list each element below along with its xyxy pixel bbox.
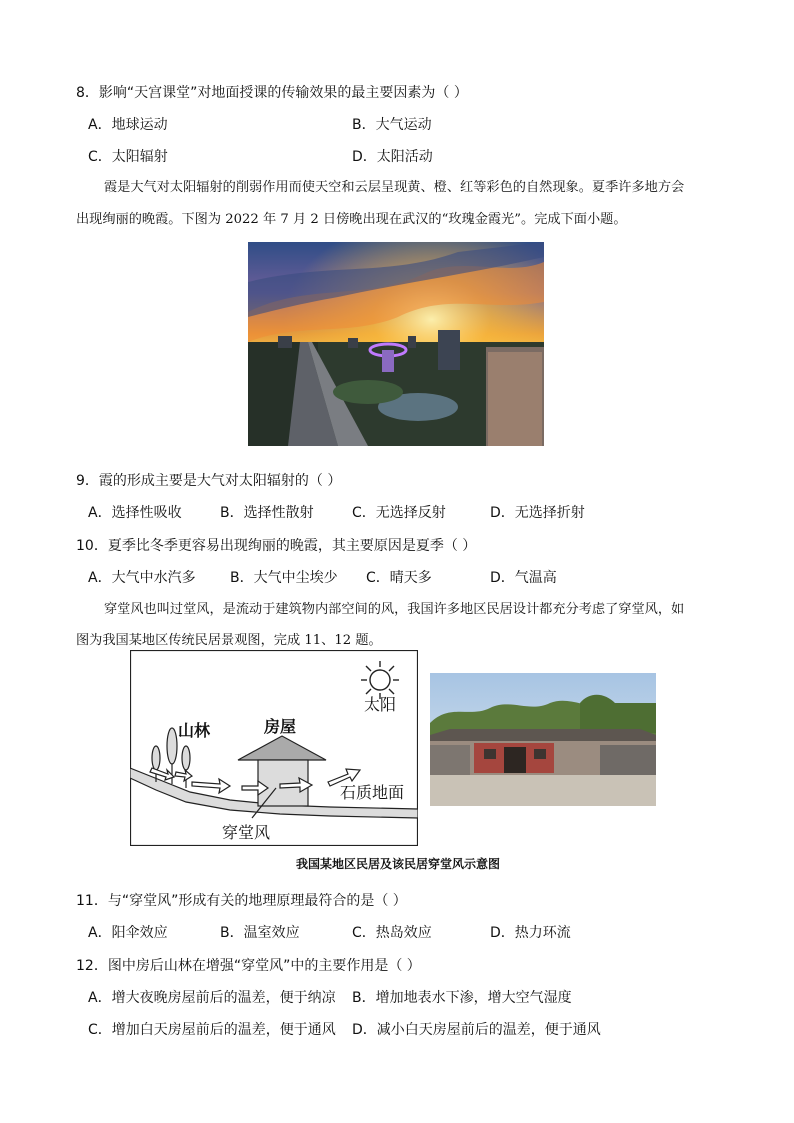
q9-option-c: C．无选择反射	[352, 505, 446, 521]
q9-option-d: D．无选择折射	[490, 505, 585, 521]
house-photo	[430, 673, 656, 806]
wind-diagram	[130, 650, 418, 846]
q12-option-a: A．增大夜晚房屋前后的温差，便于纳凉	[88, 990, 336, 1006]
q12-option-c: C．增加白天房屋前后的温差，便于通风	[88, 1022, 336, 1038]
q11-option-d: D．热力环流	[490, 925, 571, 941]
q10-option-d: D．气温高	[490, 570, 557, 586]
q10-option-b: B．大气中尘埃少	[230, 570, 338, 586]
q12-option-b: B．增加地表水下渗，增大空气湿度	[352, 990, 572, 1006]
passage2-line1: 穿堂风也叫过堂风，是流动于建筑物内部空间的风，我国许多地区民居设计都充分考虑了穿堂风，如	[104, 602, 685, 617]
q10-option-c: C．晴天多	[366, 570, 432, 586]
diagram-caption: 我国某地区民居及该民居穿堂风示意图	[296, 857, 501, 871]
q9-option-a: A．选择性吸收	[88, 505, 182, 521]
q11-stem: 11．与“穿堂风”形成有关的地理原理最符合的是（ ）	[76, 893, 407, 909]
q11-option-a: A．阳伞效应	[88, 925, 168, 941]
ground-label: 石质地面	[340, 783, 405, 802]
q12-option-d: D．减小白天房屋前后的温差，便于通风	[352, 1022, 601, 1038]
q9-option-b: B．选择性散射	[220, 505, 314, 521]
q10-stem: 10．夏季比冬季更容易出现绚丽的晚霞，其主要原因是夏季（ ）	[76, 538, 477, 554]
house-label: 房屋	[264, 717, 297, 736]
sunset-photo	[248, 242, 544, 446]
q12-stem: 12．图中房后山林在增强“穿堂风”中的主要作用是（ ）	[76, 958, 421, 974]
q8-stem: 8．影响“天宫课堂”对地面授课的传输效果的最主要因素为（ ）	[76, 85, 468, 101]
forest-label: 山林	[178, 721, 211, 740]
q8-option-d: D．太阳活动	[352, 149, 433, 165]
passage1-line2: 出现绚丽的晚霞。下图为 2022 年 7 月 2 日傍晚出现在武汉的“玫瑰金霞光”。完成下面小题。	[76, 212, 627, 227]
q11-option-b: B．温室效应	[220, 925, 300, 941]
sun-label: 太阳	[364, 695, 397, 714]
q8-option-b: B．大气运动	[352, 117, 432, 133]
q11-option-c: C．热岛效应	[352, 925, 432, 941]
q9-stem: 9．霞的形成主要是大气对太阳辐射的（ ）	[76, 473, 342, 489]
q8-option-c: C．太阳辐射	[88, 149, 168, 165]
q8-option-a: A．地球运动	[88, 117, 168, 133]
passage1-line1: 霞是大气对太阳辐射的削弱作用而使天空和云层呈现黄、橙、红等彩色的自然现象。夏季许多地方会	[104, 180, 685, 195]
passage2-line2: 图为我国某地区传统民居景观图，完成 11、12 题。	[76, 633, 382, 648]
wind-label: 穿堂风	[222, 823, 271, 842]
q10-option-a: A．大气中水汽多	[88, 570, 196, 586]
